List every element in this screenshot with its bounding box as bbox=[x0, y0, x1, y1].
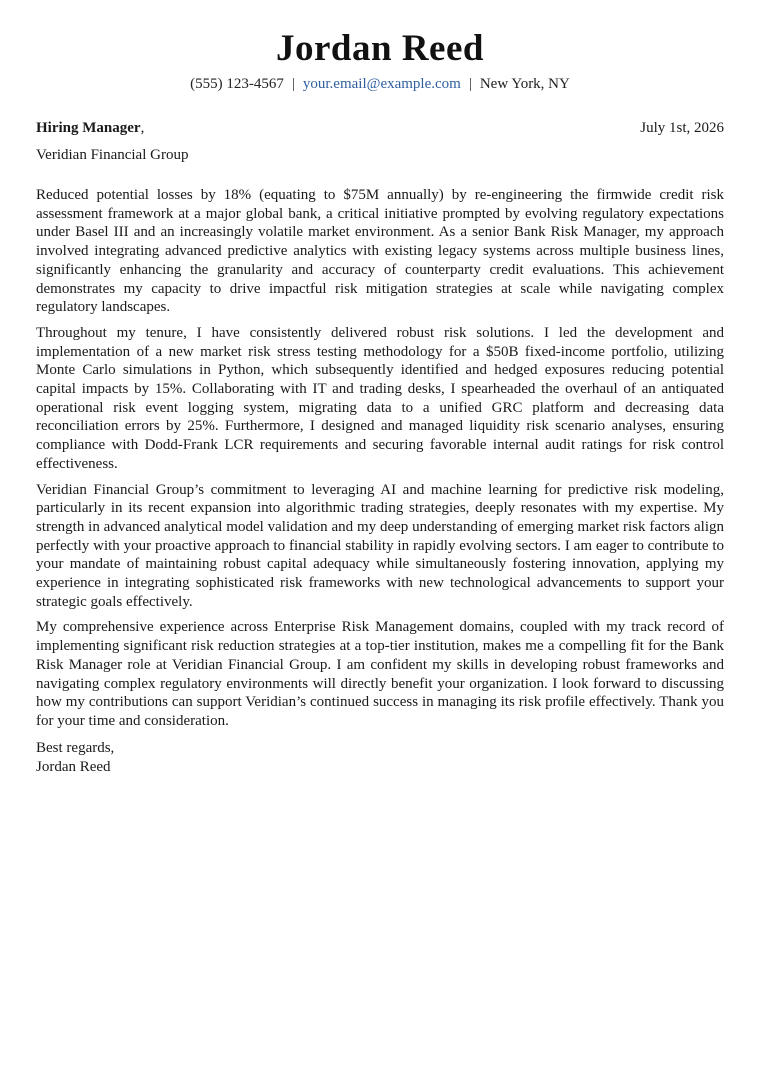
contact-separator: | bbox=[291, 76, 295, 92]
paragraph: Veridian Financial Group’s commitment to leveraging AI and machine learning for predictive risk modeling, particularly in its recent expansion into algorithmic trading strategies, deeply resonates with my expertise. My strength in advanced analytical model validation and my deep understanding of emerging market risk factors align perfectly with your proactive approach to financial stability in rapidly evolving sectors. I am eager to contribute to your mandate of maintaining robust capital adequacy while simultaneously fostering innovation, applying my experience in integrating sophisticated risk frameworks with new technological advancements to support your strategic goals effectively. bbox=[36, 481, 724, 610]
letter-date: July 1st, 2026 bbox=[640, 120, 724, 136]
contact-separator: | bbox=[468, 76, 472, 92]
paragraph: My comprehensive experience across Enterprise Risk Management domains, coupled with my track record of implementing significant risk reduction strategies at a top-tier institution, makes me a compelling fit for the Bank Risk Manager role at Veridian Financial Group. I am confident my skills in developing robust frameworks and navigating complex regulatory environments will directly benefit your organization. I look forward to discussing how my contributions can support Veridian’s continued success in managing its risk profile effectively. Thank you for your time and consideration. bbox=[36, 619, 724, 729]
applicant-name: Jordan Reed bbox=[276, 28, 484, 69]
paragraph: Throughout my tenure, I have consistently delivered robust risk solutions. I led the development and implementation of a new market risk stress testing methodology for a $50B fixed-income portfolio, utilizing Monte Carlo simulations in Python, which subsequently identified and hedged exposures reducing potential capital impacts by 15%. Collaborating with IT and trading desks, I spearheaded the overhaul of an antiquated operational risk event logging system, migrating data to a unified GRC platform and decreasing data reconciliation errors by 25%. Furthermore, I designed and managed liquidity risk scenario analyses, ensuring compliance with Dodd-Frank LCR requirements and securing favorable internal audit ratings for risk control effectiveness. bbox=[36, 324, 724, 472]
closing-block bbox=[36, 739, 724, 777]
phone-number: (555) 123-4567 bbox=[190, 76, 284, 92]
signature-name: Jordan Reed bbox=[36, 758, 111, 775]
email-link[interactable]: your.email@example.com bbox=[302, 76, 461, 92]
contact-line bbox=[36, 74, 724, 94]
cover-letter-page bbox=[36, 0, 724, 777]
recipient-date-row bbox=[36, 118, 724, 138]
recipient-name: Hiring Manager bbox=[36, 120, 141, 136]
location: New York, NY bbox=[479, 76, 570, 92]
company-name: Veridian Financial Group bbox=[36, 147, 189, 163]
letter-body bbox=[36, 186, 724, 731]
closing-phrase: Best regards, bbox=[36, 739, 115, 756]
recipient-comma: , bbox=[140, 120, 145, 136]
paragraph: Reduced potential losses by 18% (equating to $75M annually) by re-engineering the firmwide credit risk assessment framework at a major global bank, a critical initiative prompted by evolving regulatory expectations under Basel III and an increasingly volatile market environment. As a senior Bank Risk Manager, my approach involved integrating advanced predictive analytics with existing legacy systems across multiple business lines, significantly enhancing the granularity and accuracy of counterparty credit evaluations. This achievement demonstrates my capacity to drive impactful risk mitigation strategies at scale while navigating complex regulatory landscapes. bbox=[36, 187, 724, 316]
recipient-line bbox=[36, 118, 144, 138]
